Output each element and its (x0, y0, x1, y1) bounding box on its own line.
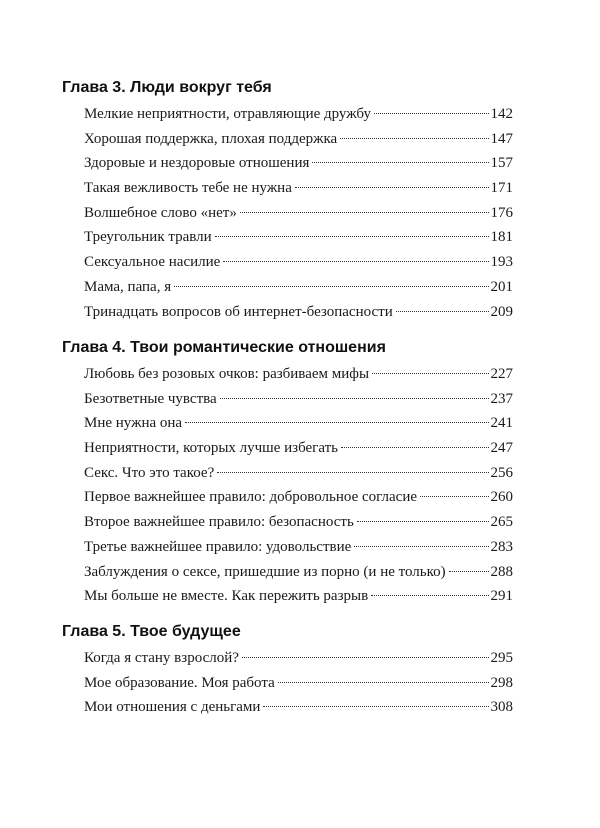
toc-entry-title: Мелкие неприятности, отравляющие дружбу (84, 106, 371, 122)
dot-leader (295, 186, 489, 188)
toc-entry-title: Сексуальное насилие (84, 254, 221, 271)
dot-leader (185, 421, 488, 423)
toc-entry[interactable] (84, 560, 513, 585)
dot-leader (215, 235, 489, 237)
toc-entry[interactable] (84, 535, 513, 560)
dot-leader (340, 137, 488, 139)
toc-entry-title: Мое образование. Моя работа (84, 674, 275, 691)
dot-leader (312, 161, 488, 163)
dot-leader (374, 112, 489, 114)
toc-entry-page: 295 (490, 650, 513, 666)
dot-leader (220, 397, 489, 399)
toc-entry-page: 291 (490, 588, 513, 605)
dot-leader (242, 656, 489, 658)
toc-entry-page: 265 (490, 514, 513, 531)
dot-leader (217, 471, 488, 473)
toc-entry-title: Заблуждения о сексе, пришедшие из порно (и не только) (84, 563, 446, 580)
toc-entry-page: 157 (490, 155, 513, 172)
dot-leader (420, 495, 488, 497)
toc-entry-title: Волшебное слово «нет» (84, 204, 237, 221)
toc-entry[interactable] (84, 510, 513, 535)
toc-entry[interactable] (84, 461, 513, 486)
toc-entry[interactable] (84, 584, 513, 609)
toc-entry[interactable] (84, 646, 513, 671)
toc-entry-page: 142 (490, 106, 513, 122)
toc-entry-page: 201 (490, 278, 513, 295)
dot-leader (240, 211, 489, 213)
toc-entry[interactable] (84, 151, 513, 176)
toc-entry-page: 308 (490, 699, 513, 716)
toc-entry-title: Мои отношения с деньгами (84, 699, 261, 716)
dot-leader (371, 594, 488, 596)
toc-entry-title: Первое важнейшее правило: добровольное согласие (84, 489, 418, 506)
dot-leader (263, 705, 488, 707)
toc-entry-title: Второе важнейшее правило: безопасность (84, 514, 354, 531)
toc-entry-page: 288 (490, 563, 513, 580)
dot-leader (354, 545, 488, 547)
dot-leader (341, 446, 488, 448)
toc-entry-title: Третье важнейшее правило: удовольствие (84, 538, 352, 555)
toc-entry-title: Здоровые и нездоровые отношения (84, 155, 310, 172)
toc-entry[interactable] (84, 411, 513, 436)
toc-entry-title: Тринадцать вопросов об интернет-безопасности (84, 303, 393, 320)
toc-entry-page: 147 (490, 130, 513, 147)
toc-entry-page: 283 (490, 538, 513, 555)
toc-entry-page: 298 (490, 674, 513, 691)
toc-entry[interactable] (84, 275, 513, 300)
chapter-4 (62, 338, 512, 609)
toc-entry-page: 237 (490, 390, 513, 407)
toc-entry-title: Треугольник травли (84, 229, 212, 246)
dot-leader (223, 260, 488, 262)
toc-entry-title: Безответные чувства (84, 390, 217, 407)
dot-leader (372, 372, 488, 374)
toc-entry-title: Мы больше не вместе. Как пережить разрыв (84, 588, 369, 605)
toc-entry-title: Неприятности, которых лучше избегать (84, 440, 339, 457)
toc-entry-page: 209 (490, 303, 513, 320)
chapter-title: Глава 3. Люди вокруг тебя (62, 79, 272, 96)
chapter-3 (62, 78, 512, 324)
toc-entry[interactable] (84, 300, 513, 325)
toc-entry[interactable] (84, 201, 513, 226)
toc-entry[interactable] (84, 225, 513, 250)
toc-entry-title: Любовь без розовых очков: разбиваем мифы (84, 366, 370, 382)
toc-entry-title: Секс. Что это такое? (84, 464, 215, 481)
toc-entry[interactable] (84, 176, 513, 201)
toc-entry[interactable] (84, 695, 513, 720)
toc-entry-title: Мне нужна она (84, 415, 183, 432)
chapter-title: Глава 4. Твои романтические отношения (62, 339, 386, 356)
dot-leader (396, 310, 489, 312)
toc-entry[interactable] (84, 127, 513, 152)
dot-leader (174, 285, 488, 287)
dot-leader (449, 570, 489, 572)
chapter-5 (62, 622, 512, 720)
toc-entry[interactable] (84, 485, 513, 510)
toc-entry-page: 241 (490, 415, 513, 432)
toc-entry[interactable] (84, 362, 513, 387)
dot-leader (357, 520, 489, 522)
toc-entry[interactable] (84, 102, 513, 127)
chapter-title: Глава 5. Твое будущее (62, 623, 241, 640)
toc-entry-page: 176 (490, 204, 513, 221)
toc-entry[interactable] (84, 250, 513, 275)
toc-entry-page: 193 (490, 254, 513, 271)
toc-entry-page: 260 (490, 489, 513, 506)
dot-leader (278, 681, 489, 683)
toc-entry[interactable] (84, 671, 513, 696)
toc-entry-title: Мама, папа, я (84, 278, 172, 295)
toc-entry-title: Такая вежливость тебе не нужна (84, 180, 292, 197)
toc-entry-page: 227 (490, 366, 513, 382)
toc-entry-page: 247 (490, 440, 513, 457)
toc-entry-page: 181 (490, 229, 513, 246)
toc-entry-page: 171 (490, 180, 513, 197)
toc-entry[interactable] (84, 387, 513, 412)
toc-entry-page: 256 (490, 464, 513, 481)
toc-entry-title: Когда я стану взрослой? (84, 650, 239, 666)
toc-entry[interactable] (84, 436, 513, 461)
toc-entry-title: Хорошая поддержка, плохая поддержка (84, 130, 338, 147)
